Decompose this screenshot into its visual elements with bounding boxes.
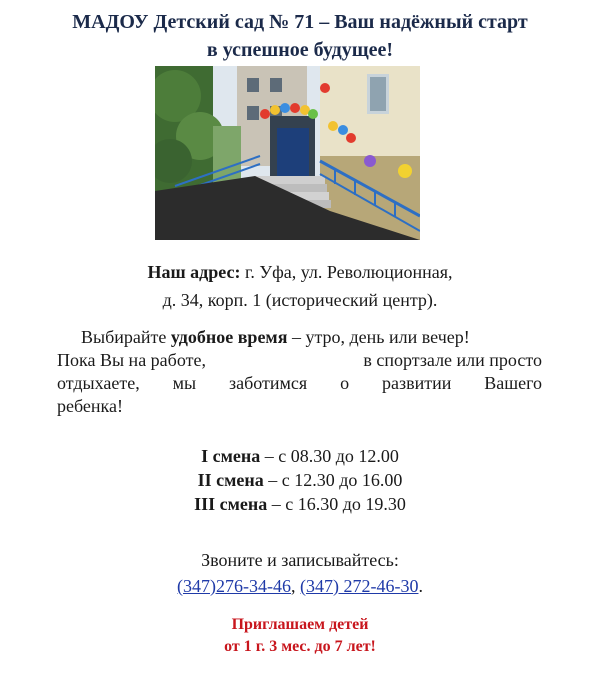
para-line-1 [57, 326, 542, 349]
invite-line-2: от 1 г. 3 мес. до 7 лет! [224, 638, 376, 655]
address-line-1 [0, 258, 600, 286]
shift-schedule [0, 444, 600, 516]
shift-time: – с 12.30 до 16.00 [263, 470, 403, 490]
shift-row [0, 444, 600, 468]
phone-link-1[interactable]: (347)276-34-46 [177, 576, 291, 596]
address-street: г. Уфа, ул. Революционная, [240, 262, 453, 282]
address-block [0, 258, 600, 314]
shift-name: I смена [201, 446, 261, 466]
shift-name: II смена [197, 470, 264, 490]
para-lead: Выбирайте [81, 327, 171, 347]
description-paragraph [57, 326, 542, 418]
para-line-2b: в спортзале или просто [363, 350, 542, 370]
contact-block [0, 547, 600, 599]
para-line-2 [57, 349, 542, 372]
para-bold: удобное время [170, 327, 288, 347]
para-line-2a: Пока Вы на работе, [57, 350, 206, 370]
address-label: Наш адрес: [147, 262, 241, 282]
para-rest: – утро, день или вечер! [287, 327, 470, 347]
address-line-2: д. 34, корп. 1 (исторический центр). [162, 290, 438, 310]
contact-label: Звоните и записывайтесь: [201, 550, 399, 570]
page-title [0, 8, 600, 64]
shift-time: – с 08.30 до 12.00 [260, 446, 399, 466]
para-line-3: отдыхаете, мы заботимся о развитии Вашего [57, 373, 542, 393]
shift-name: III смена [194, 494, 268, 514]
shift-row [0, 492, 600, 516]
shift-time: – с 16.30 до 19.30 [267, 494, 406, 514]
kindergarten-photo [155, 66, 420, 240]
building-entrance-image [155, 66, 420, 240]
title-line-2: в успешное будущее! [206, 39, 394, 61]
phone-end: . [418, 576, 423, 596]
invitation [0, 614, 600, 658]
phone-link-2[interactable]: (347) 272-46-30 [300, 576, 419, 596]
title-line-1: МАДОУ Детский сад № 71 – Ваш надёжный старт [72, 11, 528, 33]
contact-phones [0, 573, 600, 599]
shift-row [0, 468, 600, 492]
invite-line-1: Приглашаем детей [231, 616, 369, 633]
phone-separator: , [291, 576, 300, 596]
para-line-4: ребенка! [57, 396, 123, 416]
